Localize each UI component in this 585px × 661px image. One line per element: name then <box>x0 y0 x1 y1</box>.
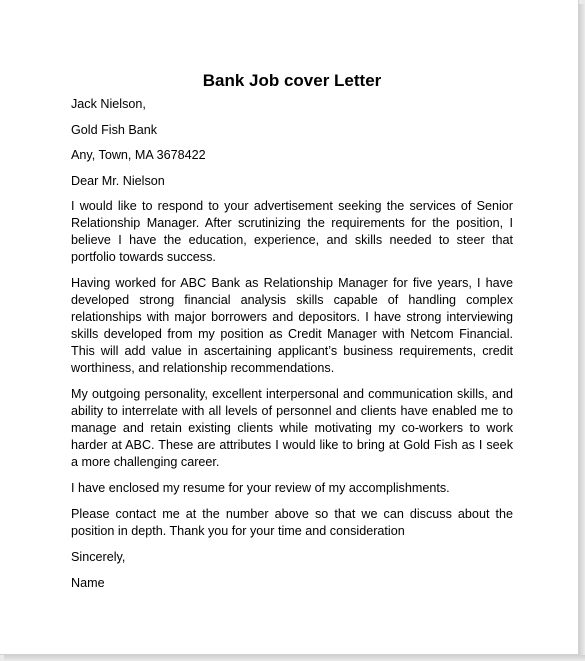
letter-title: Bank Job cover Letter <box>202 71 382 90</box>
paragraph-enclosure: I have enclosed my resume for your review of my accomplishments. <box>71 481 450 495</box>
sender-name: Jack Nielson, <box>71 97 146 111</box>
paragraph-personality: My outgoing personality, excellent interpersonal and communication skills, and ability to interrelate with all levels of personnel and clients have enabled me to manage and retain existing clients while motivating my co-workers to work harder at ABC. These are attributes I would like to bring at Gold Fish as I seek a more challenging career. <box>71 387 513 469</box>
paragraph-experience: Having worked for ABC Bank as Relationship Manager for five years, I have developed strong financial analysis skills capable of handling complex relationships with major borrowers and depositors. I have strong interviewing skills developed from my position as Credit Manager with Netcom Financial. This will add value in ascertaining applicant’s business requirements, credit worthiness, and relationship recommendations. <box>71 276 513 375</box>
address-line: Any, Town, MA 3678422 <box>71 148 206 162</box>
letter-body <box>71 70 513 600</box>
page-shadow-right <box>579 4 585 661</box>
paragraph-contact: Please contact me at the number above so that we can discuss about the position in depth. Thank you for your time and consideration <box>71 507 513 538</box>
company-name: Gold Fish Bank <box>71 122 158 137</box>
closing: Sincerely, <box>71 550 126 564</box>
page-shadow-bottom <box>4 655 585 661</box>
salutation: Dear Mr. Nielson <box>71 173 165 188</box>
signature-name: Name <box>71 575 105 590</box>
paragraph-intro: I would like to respond to your advertisement seeking the services of Senior Relationship Manager. After scrutinizing the requirements for the position, I believe I have the education, experience, and skills needed to steer that portfolio towards success. <box>71 199 513 264</box>
